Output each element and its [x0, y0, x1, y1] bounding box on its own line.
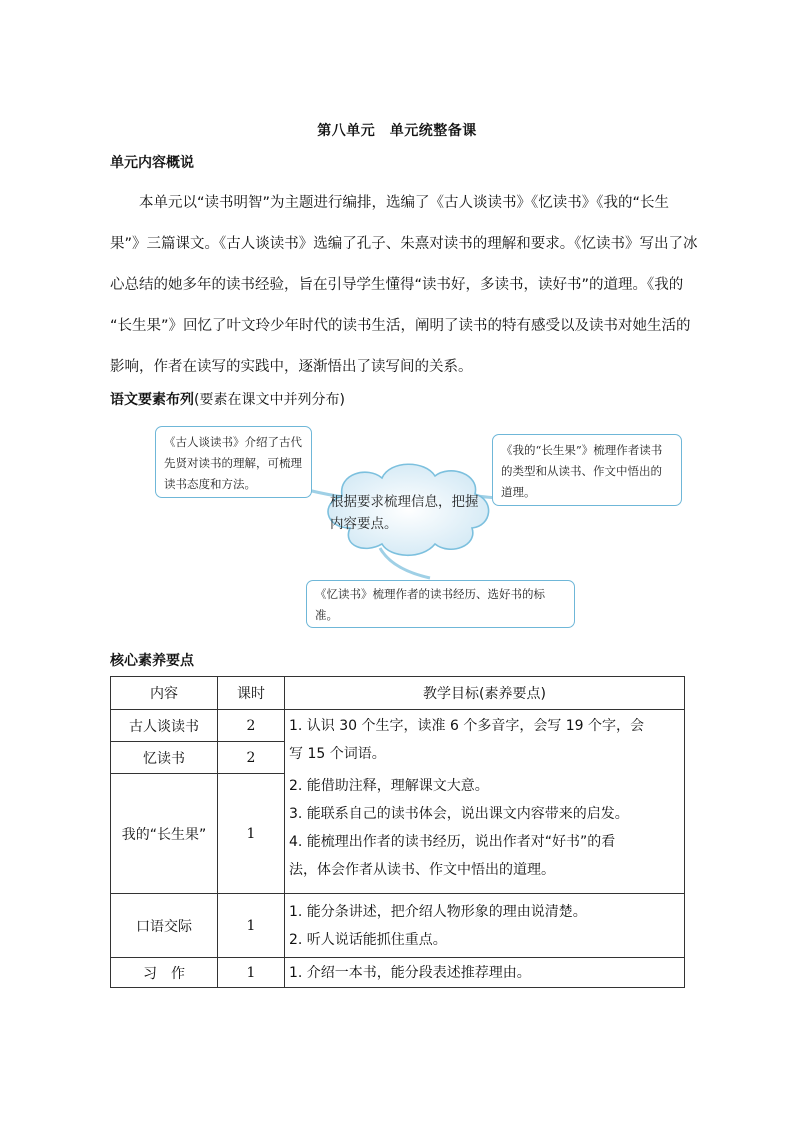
goal-line: 法，体会作者从读书、作文中悟出的道理。: [289, 862, 555, 878]
diagram-box-right: 《我的“长生果”》梳理作者读书的类型和从读书、作文中悟出的道理。: [492, 434, 682, 506]
row-content: 口语交际: [111, 894, 218, 958]
table-header-row: [111, 677, 685, 710]
diagram-center-text: 根据要求梳理信息，把握内容要点。: [330, 494, 479, 532]
diagram-box-bottom: 《忆读书》梳理作者的读书经历、选好书的标准。: [306, 580, 575, 628]
goal-line: 1. 能分条讲述，把介绍人物形象的理由说清楚。: [289, 903, 587, 920]
overview-paragraph: [110, 183, 698, 388]
page-title: 第八单元 单元统整备课: [317, 123, 477, 139]
elements-heading: [110, 389, 345, 409]
table-row: [111, 894, 685, 958]
diagram-box-left: 《古人谈读书》介绍了古代先贤对读书的理解，可梳理读书态度和方法。: [155, 426, 312, 498]
row-hours: 2: [218, 710, 285, 742]
overview-line: 果”》三篇课文。《古人谈读书》选编了孔子、朱熹对读书的理解和要求。《忆读书》写出了冰: [110, 236, 698, 252]
goal-line: 4. 能梳理出作者的读书经历，说出作者对“好书”的看: [289, 834, 616, 850]
elements-note: (要素在课文中并列分布): [194, 392, 345, 408]
row-content: 古人谈读书: [111, 710, 218, 742]
row-hours: 1: [218, 774, 285, 894]
row-hours: 1: [218, 894, 285, 958]
overview-line: 心总结的她多年的读书经验，旨在引导学生懂得“读书好，多读书，读好书”的道理。《我的: [110, 277, 684, 293]
goal-line: 写 15 个词语。: [289, 746, 386, 762]
row-content: 忆读书: [111, 742, 218, 774]
core-heading: 核心素养要点: [110, 653, 194, 669]
row-content: 我的“长生果”: [111, 774, 218, 894]
overview-line: 影响，作者在读写的实践中，逐渐悟出了读写间的关系。: [110, 359, 473, 375]
goals-speaking: [285, 894, 685, 958]
goal-line: 3. 能联系自己的读书体会，说出课文内容带来的启发。: [289, 806, 629, 822]
goals-writing: [285, 958, 685, 988]
header-content: 内容: [111, 677, 218, 710]
goal-line: 1. 认识 30 个生字，读准 6 个多音字，会写 19 个字，会: [289, 718, 645, 734]
overview-heading: 单元内容概说: [110, 155, 194, 171]
goals-reading: [285, 710, 685, 894]
overview-line: 本单元以“读书明智”为主题进行编排，选编了《古人谈读书》《忆读书》《我的“长生: [110, 195, 670, 211]
overview-line: “长生果”》回忆了叶文玲少年时代的读书生活，阐明了读书的特有感受以及读书对她生活的: [110, 318, 691, 334]
goal-line: 2. 能借助注释，理解课文大意。: [289, 778, 489, 794]
row-content: 习 作: [111, 958, 218, 988]
row-hours: 2: [218, 742, 285, 774]
row-hours: 1: [218, 958, 285, 988]
core-table: [110, 676, 685, 988]
elements-heading-text: 语文要素布列: [110, 392, 194, 408]
table-row: [111, 958, 685, 988]
header-goals: 教学目标(素养要点): [285, 677, 685, 710]
goal-line: 1. 介绍一本书，能分段表述推荐理由。: [289, 964, 531, 981]
table-row: [111, 710, 685, 742]
goal-line: 2. 听人说话能抓住重点。: [289, 931, 447, 948]
header-hours: 课时: [218, 677, 285, 710]
